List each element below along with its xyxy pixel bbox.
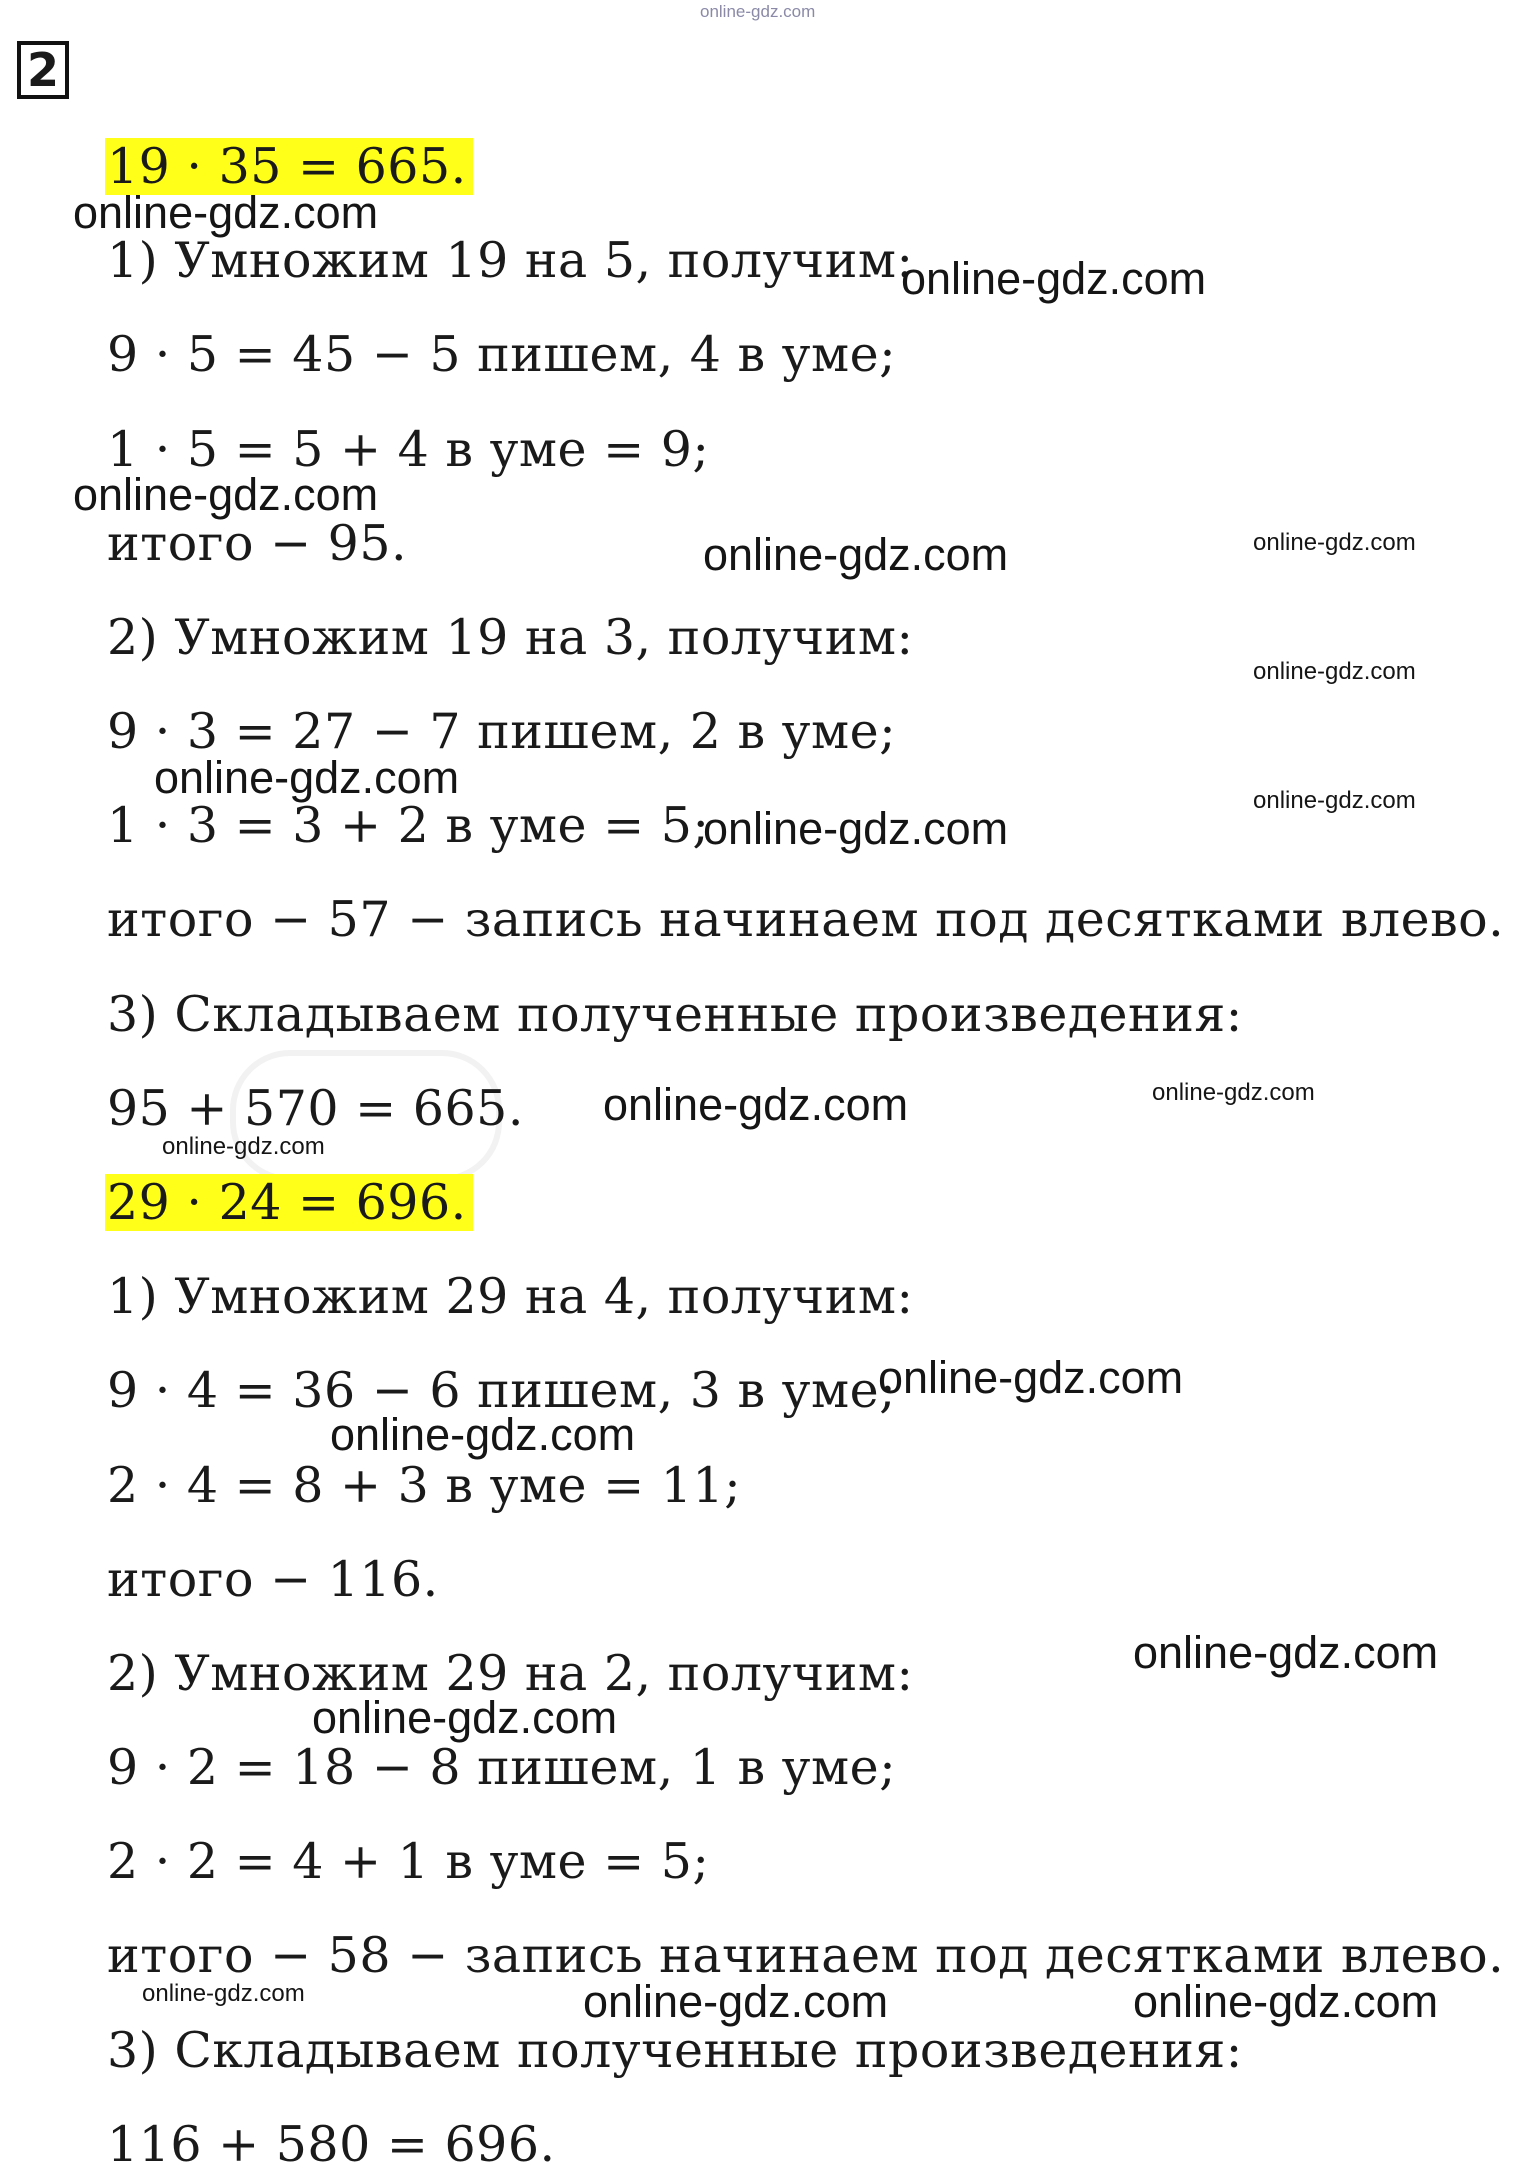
solution-line: 3) Складываем полученные произведения: [107,2022,1243,2079]
watermark: online-gdz.com [1253,529,1416,556]
solution-line: 1) Умножим 19 на 5, получим: [107,232,914,289]
watermark: online-gdz.com [154,752,460,803]
task-number-box [17,41,69,99]
solution-line: итого − 95. [107,515,408,572]
watermark: online-gdz.com [1152,1079,1315,1106]
watermark: online-gdz.com [703,803,1009,854]
watermark: online-gdz.com [142,1980,305,2007]
watermark: online-gdz.com [73,187,379,238]
solution-line: итого − 57 − запись начинаем под десятками влево. [107,891,1505,948]
watermark: online-gdz.com [330,1409,636,1460]
solution-line: 116 + 580 = 696. [107,2116,556,2173]
solution-line: итого − 116. [107,1551,439,1608]
solution-line: 95 + 570 = 665. [107,1080,524,1137]
solution-line: 9 · 2 = 18 − 8 пишем, 1 в уме; [107,1739,897,1796]
solution-line: 3) Складываем полученные произведения: [107,986,1243,1043]
solution-line: 1 · 3 = 3 + 2 в уме = 5; [107,797,710,854]
solution-line: 2) Умножим 19 на 3, получим: [107,609,914,666]
watermark: online-gdz.com [1133,1627,1439,1678]
solution-line: 9 · 5 = 45 − 5 пишем, 4 в уме; [107,326,897,383]
watermark: online-gdz.com [1253,787,1416,814]
solution-line: 2 · 2 = 4 + 1 в уме = 5; [107,1833,710,1890]
solution-line: 9 · 4 = 36 − 6 пишем, 3 в уме; [107,1362,897,1419]
solution-line: итого − 58 − запись начинаем под десятками влево. [107,1927,1505,1984]
watermark: online-gdz.com [700,2,816,21]
watermark: online-gdz.com [312,1692,618,1743]
solution-line: 1) Умножим 29 на 4, получим: [107,1268,914,1325]
solution-line: 1 · 5 = 5 + 4 в уме = 9; [107,421,710,478]
watermark: online-gdz.com [1133,1976,1439,2027]
task-number: 2 [26,43,59,97]
solution-line: 2 · 4 = 8 + 3 в уме = 11; [107,1457,742,1514]
watermark: online-gdz.com [162,1133,325,1160]
equation-heading-1: 19 · 35 = 665. [107,137,473,197]
watermark: online-gdz.com [878,1352,1184,1403]
watermark: online-gdz.com [583,1976,889,2027]
solution-line: 2) Умножим 29 на 2, получим: [107,1645,914,1702]
watermark: online-gdz.com [603,1079,909,1130]
watermark: online-gdz.com [1253,658,1416,685]
watermark: online-gdz.com [703,529,1009,580]
watermark: online-gdz.com [901,253,1207,304]
solution-line: 9 · 3 = 27 − 7 пишем, 2 в уме; [107,703,897,760]
watermark: online-gdz.com [73,469,379,520]
equation-heading-2: 29 · 24 = 696. [107,1173,473,1233]
